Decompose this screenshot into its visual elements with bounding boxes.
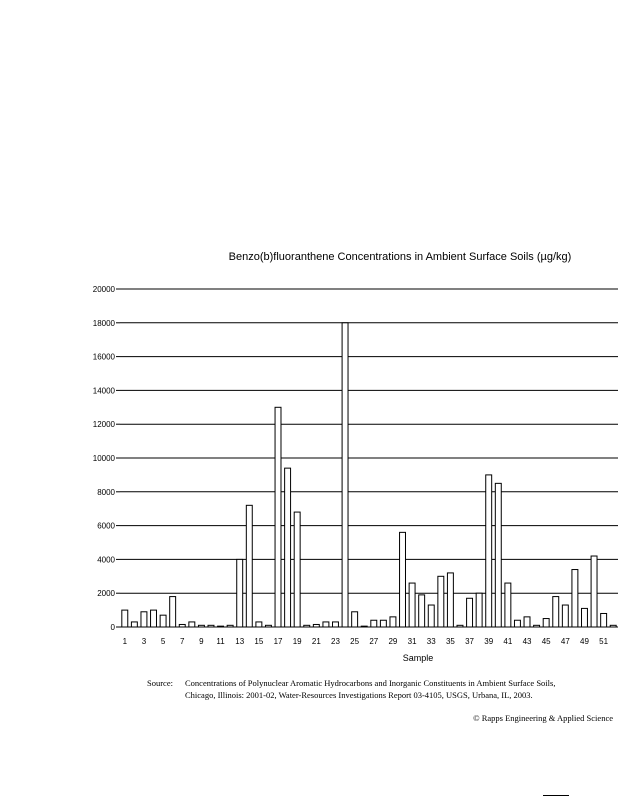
x-axis-label: Sample [402, 653, 434, 663]
x-tick-label: 51 [599, 637, 609, 646]
y-tick-label: 12000 [92, 420, 115, 430]
bar-sample-33 [428, 605, 434, 627]
bar-sample-31 [409, 583, 415, 627]
x-tick-label: 35 [445, 637, 455, 646]
bar-sample-30 [400, 532, 406, 627]
x-tick-label: 49 [580, 637, 589, 646]
x-tick-label: 23 [331, 637, 340, 646]
bar-sample-27 [371, 620, 377, 627]
bar-sample-50 [591, 556, 597, 627]
x-tick-label: 25 [350, 637, 360, 646]
y-tick-label: 20000 [92, 285, 115, 294]
bar-sample-49 [582, 608, 588, 627]
bar-sample-51 [601, 613, 607, 627]
x-tick-label: 7 [180, 637, 185, 646]
gridlines [120, 289, 618, 627]
bar-sample-32 [419, 595, 425, 627]
bar-sample-24 [342, 323, 348, 627]
bar-sample-37 [467, 598, 473, 627]
x-tick-label: 31 [407, 637, 417, 646]
bar-sample-8 [189, 622, 195, 627]
x-tick-label: 21 [311, 637, 321, 646]
bar-sample-48 [572, 570, 578, 627]
bar-sample-2 [131, 622, 137, 627]
x-tick-label: 11 [216, 637, 225, 646]
bar-sample-43 [524, 617, 530, 627]
x-tick-label: 9 [199, 637, 204, 646]
bar-sample-18 [285, 468, 291, 627]
bar-sample-1 [122, 610, 128, 627]
x-tick-label: 5 [160, 637, 166, 646]
x-tick-label: 41 [503, 637, 513, 646]
bar-sample-40 [495, 483, 501, 627]
x-tick-label: 19 [292, 637, 302, 646]
x-tick-label: 3 [141, 637, 147, 646]
bar-sample-29 [390, 617, 396, 627]
source-text [185, 677, 555, 701]
x-tick-label: 1 [122, 637, 128, 646]
bar-sample-28 [380, 620, 386, 627]
bars [122, 323, 616, 627]
bar-sample-15 [256, 622, 262, 627]
bar-sample-22 [323, 622, 329, 627]
x-tick-label: 33 [426, 637, 436, 646]
bar-sample-23 [333, 622, 339, 627]
x-tick-label: 27 [369, 637, 379, 646]
y-tick-label: 4000 [97, 555, 115, 565]
source-line-2: Chicago, Illinois: 2001-02, Water-Resources Investigations Report 03-4105, USGS, Urbana, IL, 2003. [185, 690, 533, 700]
x-tick-label: 47 [560, 637, 570, 646]
y-tick-label: 0 [110, 623, 115, 632]
bar-sample-25 [352, 612, 358, 627]
x-tick-label: 45 [541, 637, 551, 646]
bar-sample-14 [246, 505, 252, 627]
x-axis-ticks [120, 627, 618, 646]
y-tick-label: 10000 [92, 454, 115, 463]
bar-sample-3 [141, 612, 147, 627]
bar-sample-39 [486, 475, 492, 627]
bar-sample-6 [170, 597, 176, 627]
chart-title: Benzo(b)fluoranthene Concentrations in Ambient Surface Soils (µg/kg) [228, 251, 572, 263]
source-line-1: Concentrations of Polynuclear Aromatic Hydrocarbons and Inorganic Constituents in Ambient Surface Soils, [185, 678, 556, 688]
bar-sample-35 [447, 573, 453, 627]
y-tick-label: 16000 [92, 352, 115, 362]
bar-sample-5 [160, 615, 166, 627]
bottom-rule [543, 795, 569, 796]
x-tick-label: 37 [465, 637, 475, 646]
y-tick-label: 18000 [92, 318, 115, 328]
bar-sample-42 [514, 620, 520, 627]
x-tick-label: 29 [388, 637, 398, 646]
bar-sample-47 [562, 605, 568, 627]
y-tick-label: 8000 [97, 487, 115, 497]
bar-sample-41 [505, 583, 511, 627]
bar-sample-19 [294, 512, 300, 627]
bar-sample-4 [151, 610, 157, 627]
y-tick-label: 14000 [92, 386, 115, 396]
x-tick-label: 13 [235, 637, 245, 646]
bar-sample-34 [438, 576, 444, 627]
x-tick-label: 39 [484, 637, 494, 646]
x-tick-label: 43 [522, 637, 532, 646]
x-tick-label: 15 [254, 637, 264, 646]
copyright: © Rapps Engineering & Applied Science [473, 713, 613, 723]
y-axis-ticks [93, 285, 120, 632]
y-tick-label: 6000 [97, 521, 115, 531]
bar-sample-17 [275, 407, 281, 627]
bar-sample-38 [476, 593, 482, 627]
source-label: Source: [147, 678, 173, 688]
bar-sample-46 [553, 597, 559, 627]
y-tick-label: 2000 [97, 589, 115, 599]
x-tick-label: 17 [273, 637, 283, 646]
bar-sample-45 [543, 619, 549, 627]
bar-sample-13 [237, 559, 243, 627]
